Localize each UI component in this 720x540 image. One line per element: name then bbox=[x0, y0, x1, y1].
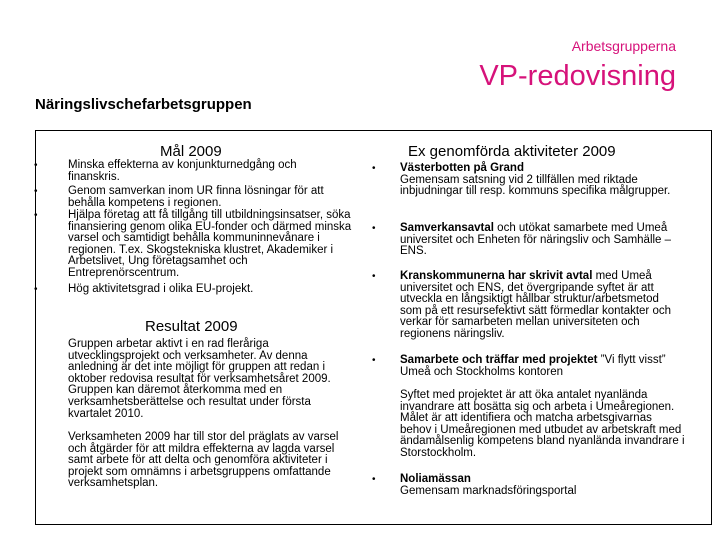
group-title: Näringslivschefarbetsgruppen bbox=[35, 96, 252, 113]
bullet-icon: • bbox=[34, 186, 38, 197]
result-text-1: Gruppen arbetar aktivt i en rad fleråriga utvecklingsprojekt och verksamheter. Av denna anledning är det inte möjligt för gruppen att redan i oktober redovisa resultat för verksamhetsåret 2009. Gruppen kan däremot återkomma med en verksamhetsberättelse och resultat under första kvartalet 2010. bbox=[68, 338, 331, 420]
goal-heading: Mål 2009 bbox=[160, 143, 222, 160]
goal-text: Hög aktivitetsgrad i olika EU-projekt. bbox=[68, 283, 254, 295]
bullet-icon: • bbox=[372, 163, 376, 174]
result-text-2: Verksamheten 2009 har till stor del präglats av varsel och åtgärder för att mildra effekterna av lagda varsel samt arbete för att delta och genomföra aktiviteter i projekt som omnämns i arbetsgruppens omfattande verksamhetsplan. bbox=[68, 431, 339, 490]
goal-item bbox=[34, 185, 348, 209]
goal-item bbox=[34, 209, 353, 280]
bullet-icon: • bbox=[372, 271, 376, 282]
goal-text: Minska effekterna av konjunkturnedgång och finanskris. bbox=[68, 159, 297, 183]
activity-text: Gemensam marknadsföringsportal bbox=[400, 484, 577, 497]
bullet-icon: • bbox=[34, 210, 38, 221]
section-label: Arbetsgrupperna bbox=[571, 38, 676, 54]
activity-item bbox=[372, 473, 685, 497]
activity-paragraph: Syftet med projektet är att öka antalet nyanlända invandrare att bosätta sig och arbeta i Umeåregionen. Målet är att identifiera och matcha arbetsgivarnas behov i Umeåregionen med utbudet av arbetskraft med ändamålsenlig kompetens bland nyanlända invandrare i Storstockholm. bbox=[400, 389, 685, 459]
activity-text: ”Vi flytt visst” Umeå och Stockholms kontoren bbox=[400, 354, 666, 378]
activity-item bbox=[372, 354, 685, 378]
goal-text: Genom samverkan inom UR finna lösningar för att behålla kompetens i regionen. bbox=[68, 185, 324, 209]
activity-item bbox=[372, 222, 680, 258]
activity-lead: Noliamässan bbox=[400, 473, 471, 485]
bullet-icon: • bbox=[34, 284, 38, 295]
activity-lead: Kranskommunerna har skrivit avtal bbox=[400, 270, 593, 282]
result-heading: Resultat 2009 bbox=[145, 318, 238, 335]
activity-item bbox=[372, 270, 680, 341]
bullet-icon: • bbox=[34, 160, 38, 171]
bullet-icon: • bbox=[372, 474, 376, 485]
goal-item bbox=[34, 283, 348, 296]
goal-item bbox=[34, 159, 328, 183]
activities-heading: Ex genomförda aktiviteter 2009 bbox=[408, 143, 616, 160]
bullet-icon: • bbox=[372, 355, 376, 366]
activity-lead: Samverkansavtal bbox=[400, 222, 494, 234]
activity-lead: Västerbotten på Grand bbox=[400, 162, 524, 174]
activity-text: med Umeå universitet och ENS, det övergripande syftet är att utveckla en långsiktigt hållbar struktur/arbetsmetod som på ett resursefektivt sätt förmedlar kontakter och verkar för samarbeten mellan universiteten och regionens näringsliv. bbox=[400, 270, 672, 340]
activity-text: och utökat samarbete med Umeå universitet och Enheten för näringsliv och Samhälle – ENS. bbox=[400, 222, 672, 258]
goal-text: Hjälpa företag att få tillgång till utbildningsinsatser, söka finansiering genom olika EU-fonder och därmed minska varsel och samtidigt behålla kommuninnevånare i regionen. T.ex. Skogstekniska klustret, Akademiker i Arbetslivet, Ung företagsamhet och Entreprenörscentrum. bbox=[68, 209, 352, 279]
activity-text: Gemensam satsning vid 2 tillfällen med riktade inbjudningar till resp. kommuns specifika målgrupper. bbox=[400, 173, 671, 198]
page-title: VP-redovisning bbox=[479, 60, 676, 92]
bullet-icon: • bbox=[372, 223, 376, 234]
activity-item bbox=[372, 162, 685, 198]
activity-lead: Samarbete och träffar med projektet bbox=[400, 354, 598, 366]
